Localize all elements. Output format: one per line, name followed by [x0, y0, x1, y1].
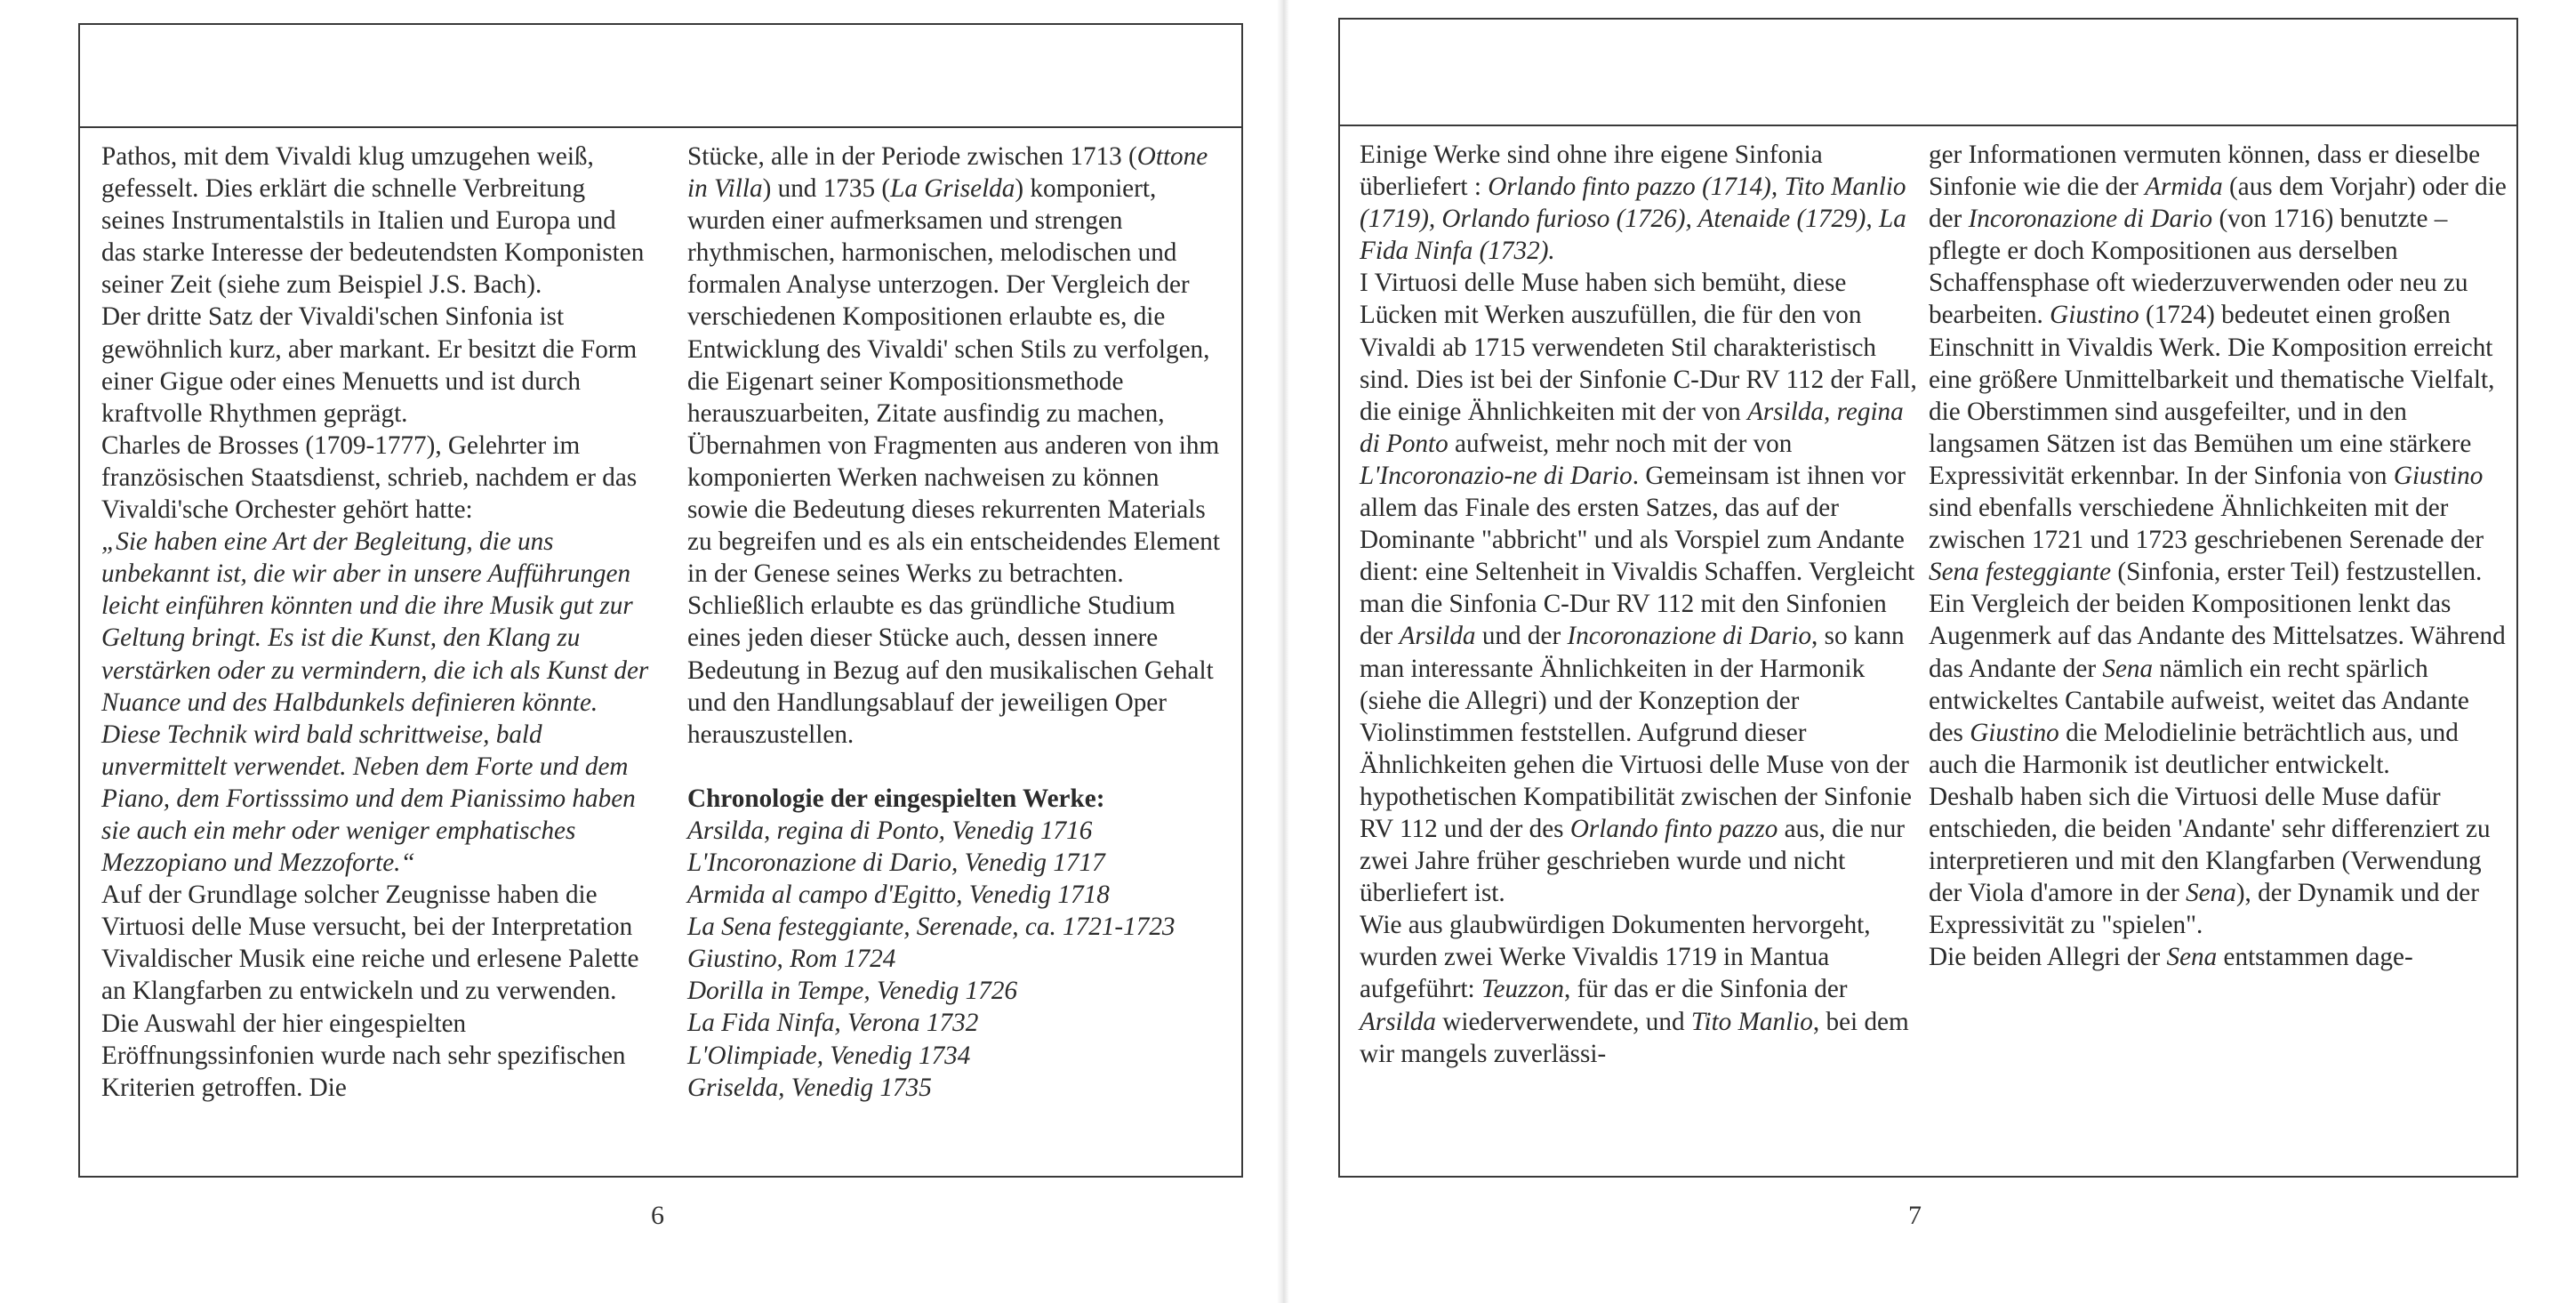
chronology-item: Arsilda, regina di Ponto, Venedig 1716 [687, 816, 1093, 845]
chronology-item: Giustino, Rom 1724 [687, 945, 896, 974]
paragraph-allegri: Die beiden Allegri der Sena entstammen dage- [1929, 943, 2413, 972]
chronology-item: Dorilla in Tempe, Venedig 1726 [687, 977, 1018, 1006]
chronology-item: L'Olimpiade, Venedig 1734 [687, 1041, 971, 1070]
right-column-2 [1929, 139, 2507, 973]
chronology-heading: Chronologie der eingespielten Werke: [687, 784, 1105, 813]
left-page-frame [78, 23, 1243, 1178]
left-column-2 [687, 141, 1225, 1104]
paragraph-andante-comparison: Ein Vergleich der beiden Kompositionen lenkt das Augenmerk auf das Andante des Mittelsatzes. Während das Andante der Sena nämlich ein recht spärlich entwickeltes Cantabile aufweist, weitet das Andante des Giustino die Melodielinie beträchtlich aus, und auch die Harmonik ist deutlicher entwickelt. [1929, 590, 2506, 779]
chronology-list [687, 815, 1225, 1104]
page-number-right: 7 [1908, 1201, 1922, 1230]
right-page [1280, 0, 2576, 1303]
paragraph-mantua: Wie aus glaubwürdigen Dokumenten hervorgeht, wurden zwei Werke Vivaldis 1719 in Mantua aufgeführt: Teuzzon, für das er die Sinfonia der Arsilda wiederverwendete, und Tito Manlio, bei dem wir mangels zuverlässi- [1360, 911, 1909, 1068]
chronology-item: Armida al campo d'Egitto, Venedig 1718 [687, 881, 1110, 910]
page-number-left: 6 [651, 1201, 664, 1230]
paragraph-rv112: I Virtuosi delle Muse haben sich bemüht, diese Lücken mit Werken auszufüllen, die für den von Vivaldi ab 1715 verwendeten Stil charakteristisch sind. Dies ist bei der Sinfonie C-Dur RV 112 der Fall, die einige Ähnlichkeiten mit der von Arsilda, regina di Ponto aufweist, mehr noch mit der von L'Incoronazio-ne di Dario. Gemeinsam ist ihnen vor allem das Finale des ersten Satzes, das auf der Dominante "abbricht" und als Vorspiel zum Andante dient: eine Seltenheit in Vivaldis Schaffen. Vergleicht man die Sinfonia C-Dur RV 112 mit den Sinfonien der Arsilda und der Incoronazione di Dario, so kann man interessante Ähnlichkeiten in der Harmonik (siehe die Allegri) und der Konzeption der Violinstimmen feststellen. Aufgrund dieser Ähnlichkeiten gehen die Virtuosi delle Muse von der hypothetischen Kompatibilität zwischen der Sinfonie RV 112 und der des Orlando finto pazzo aus, die nur zwei Jahre früher geschrieben wurde und nicht überliefert ist. [1360, 269, 1917, 908]
right-header-rule [1340, 125, 2516, 126]
chronology-item: La Sena festeggiante, Serenade, ca. 1721-1723 [687, 913, 1176, 942]
left-column-1 [101, 141, 653, 1104]
paragraph-testimonies: Auf der Grundlage solcher Zeugnisse haben die Virtuosi delle Muse versucht, bei der Interpretation Vivaldischer Musik eine reiche und erlesene Palette an Klangfarben zu entwickeln und zu verwenden. Die Auswahl der hier eingespielten Eröffnungssinfonien wurde nach sehr spezifischen Kriterien getroffen. Die [101, 881, 639, 1102]
left-header-rule [80, 126, 1241, 128]
chronology-item: L'Incoronazione di Dario, Venedig 1717 [687, 848, 1105, 877]
chronology-item: Griselda, Venedig 1735 [687, 1073, 932, 1102]
de-brosses-quote: „Sie haben eine Art der Begleitung, die uns unbekannt ist, die wir aber in unsere Aufführungen leicht einführen könnten und die ihre Musik gut zur Geltung bringt. Es ist die Kunst, den Klang zu verstärken oder zu vermindern, die ich als Kunst der Nuance und des Halbdunkels definieren könnte. Diese Technik wird bald schrittweise, bald unvermittelt verwendet. Neben dem Forte und dem Piano, dem Fortisssimo und dem Pianissimo haben sie auch ein mehr oder weniger emphatisches Mezzopiano und Mezzoforte.“ [101, 527, 649, 878]
left-page [0, 0, 1280, 1303]
paragraph-pathos: Pathos, mit dem Vivaldi klug umzugehen weiß, gefesselt. Dies erklärt die schnelle Verbreitung seines Instrumentalstils in Italien und Europa und das starke Interesse der bedeutendsten Komponisten seiner Zeit (siehe zum Beispiel J.S. Bach). [101, 142, 645, 300]
paragraph-giustino: ger Informationen vermuten können, dass er dieselbe Sinfonie wie die der Armida (aus dem Vorjahr) oder die der Incoronazione di Dario (von 1716) benutzte – pflegte er doch Kompositionen aus derselben Schaffensphase oft wiederzuverwenden oder neu zu bearbeiten. Giustino (1724) bedeutet einen großen Einschnitt in Vivaldis Werk. Die Komposition erreicht eine größere Unmittelbarkeit und thematische Vielfalt, die Oberstimmen sind ausgefeilter, und in den langsamen Sätzen ist das Bemühen um eine stärkere Expressivität erkennbar. In der Sinfonia von Giustino sind ebenfalls verschiedene Ähnlichkeiten mit der zwischen 1721 und 1723 geschriebenen Serenade der Sena festeggiante (Sinfonia, erster Teil) festzustellen. [1929, 141, 2507, 587]
paragraph-third-movement: Der dritte Satz der Vivaldi'schen Sinfonia ist gewöhnlich kurz, aber markant. Er besitzt die Form einer Gigue oder eines Menuetts und ist durch kraftvolle Rhythmen geprägt. [101, 302, 638, 428]
paragraph-de-brosses: Charles de Brosses (1709-1777), Gelehrter im französischen Staatsdienst, schrieb, nachdem er das Vivaldi'sche Orchester gehört hatte: [101, 430, 638, 525]
paragraph-missing-sinfonias: Einige Werke sind ohne ihre eigene Sinfonia überliefert : Orlando finto pazzo (1714), Tito Manlio (1719), Orlando furioso (1726), Atenaide (1729), La Fida Ninfa (1732). [1360, 141, 1906, 266]
paragraph-interpretation: Deshalb haben sich die Virtuosi delle Muse dafür entschieden, die beiden 'Andante' sehr differenziert zu interpretieren und mit den Klangfarben (Verwendung der Viola d'amore in der Sena), der Dynamik und der Expressivität zu "spielen". [1929, 782, 2491, 940]
right-column-1 [1360, 139, 1922, 1070]
chronology-item: La Fida Ninfa, Verona 1732 [687, 1009, 979, 1038]
right-page-frame [1338, 18, 2518, 1178]
paragraph-analysis: Stücke, alle in der Periode zwischen 1713 (Ottone in Villa) und 1735 (La Griselda) komponiert, wurden einer aufmerksamen und strengen rhythmischen, harmonischen, melodischen und formalen Analyse unterzogen. Der Vergleich der verschiedenen Kompositionen erlaubte es, die Entwicklung des Vivaldi' schen Stils zu verfolgen, die Eigenart seiner Kompositionsmethode herauszuarbeiten, Zitate ausfindig zu machen, Übernahmen von Fragmenten aus anderen von ihm komponierten Werken nachweisen zu können sowie die Bedeutung dieses rekurrenten Materials zu begreifen und es als ein entscheidendes Element in der Genese seines Werks zu betrachten. Schließlich erlaubte es das gründliche Studium eines jeden dieser Stücke auch, dessen innere Bedeutung in Bezug auf den musikalischen Gehalt und den Handlungsablauf der jeweiligen Oper herauszustellen. [687, 142, 1220, 749]
